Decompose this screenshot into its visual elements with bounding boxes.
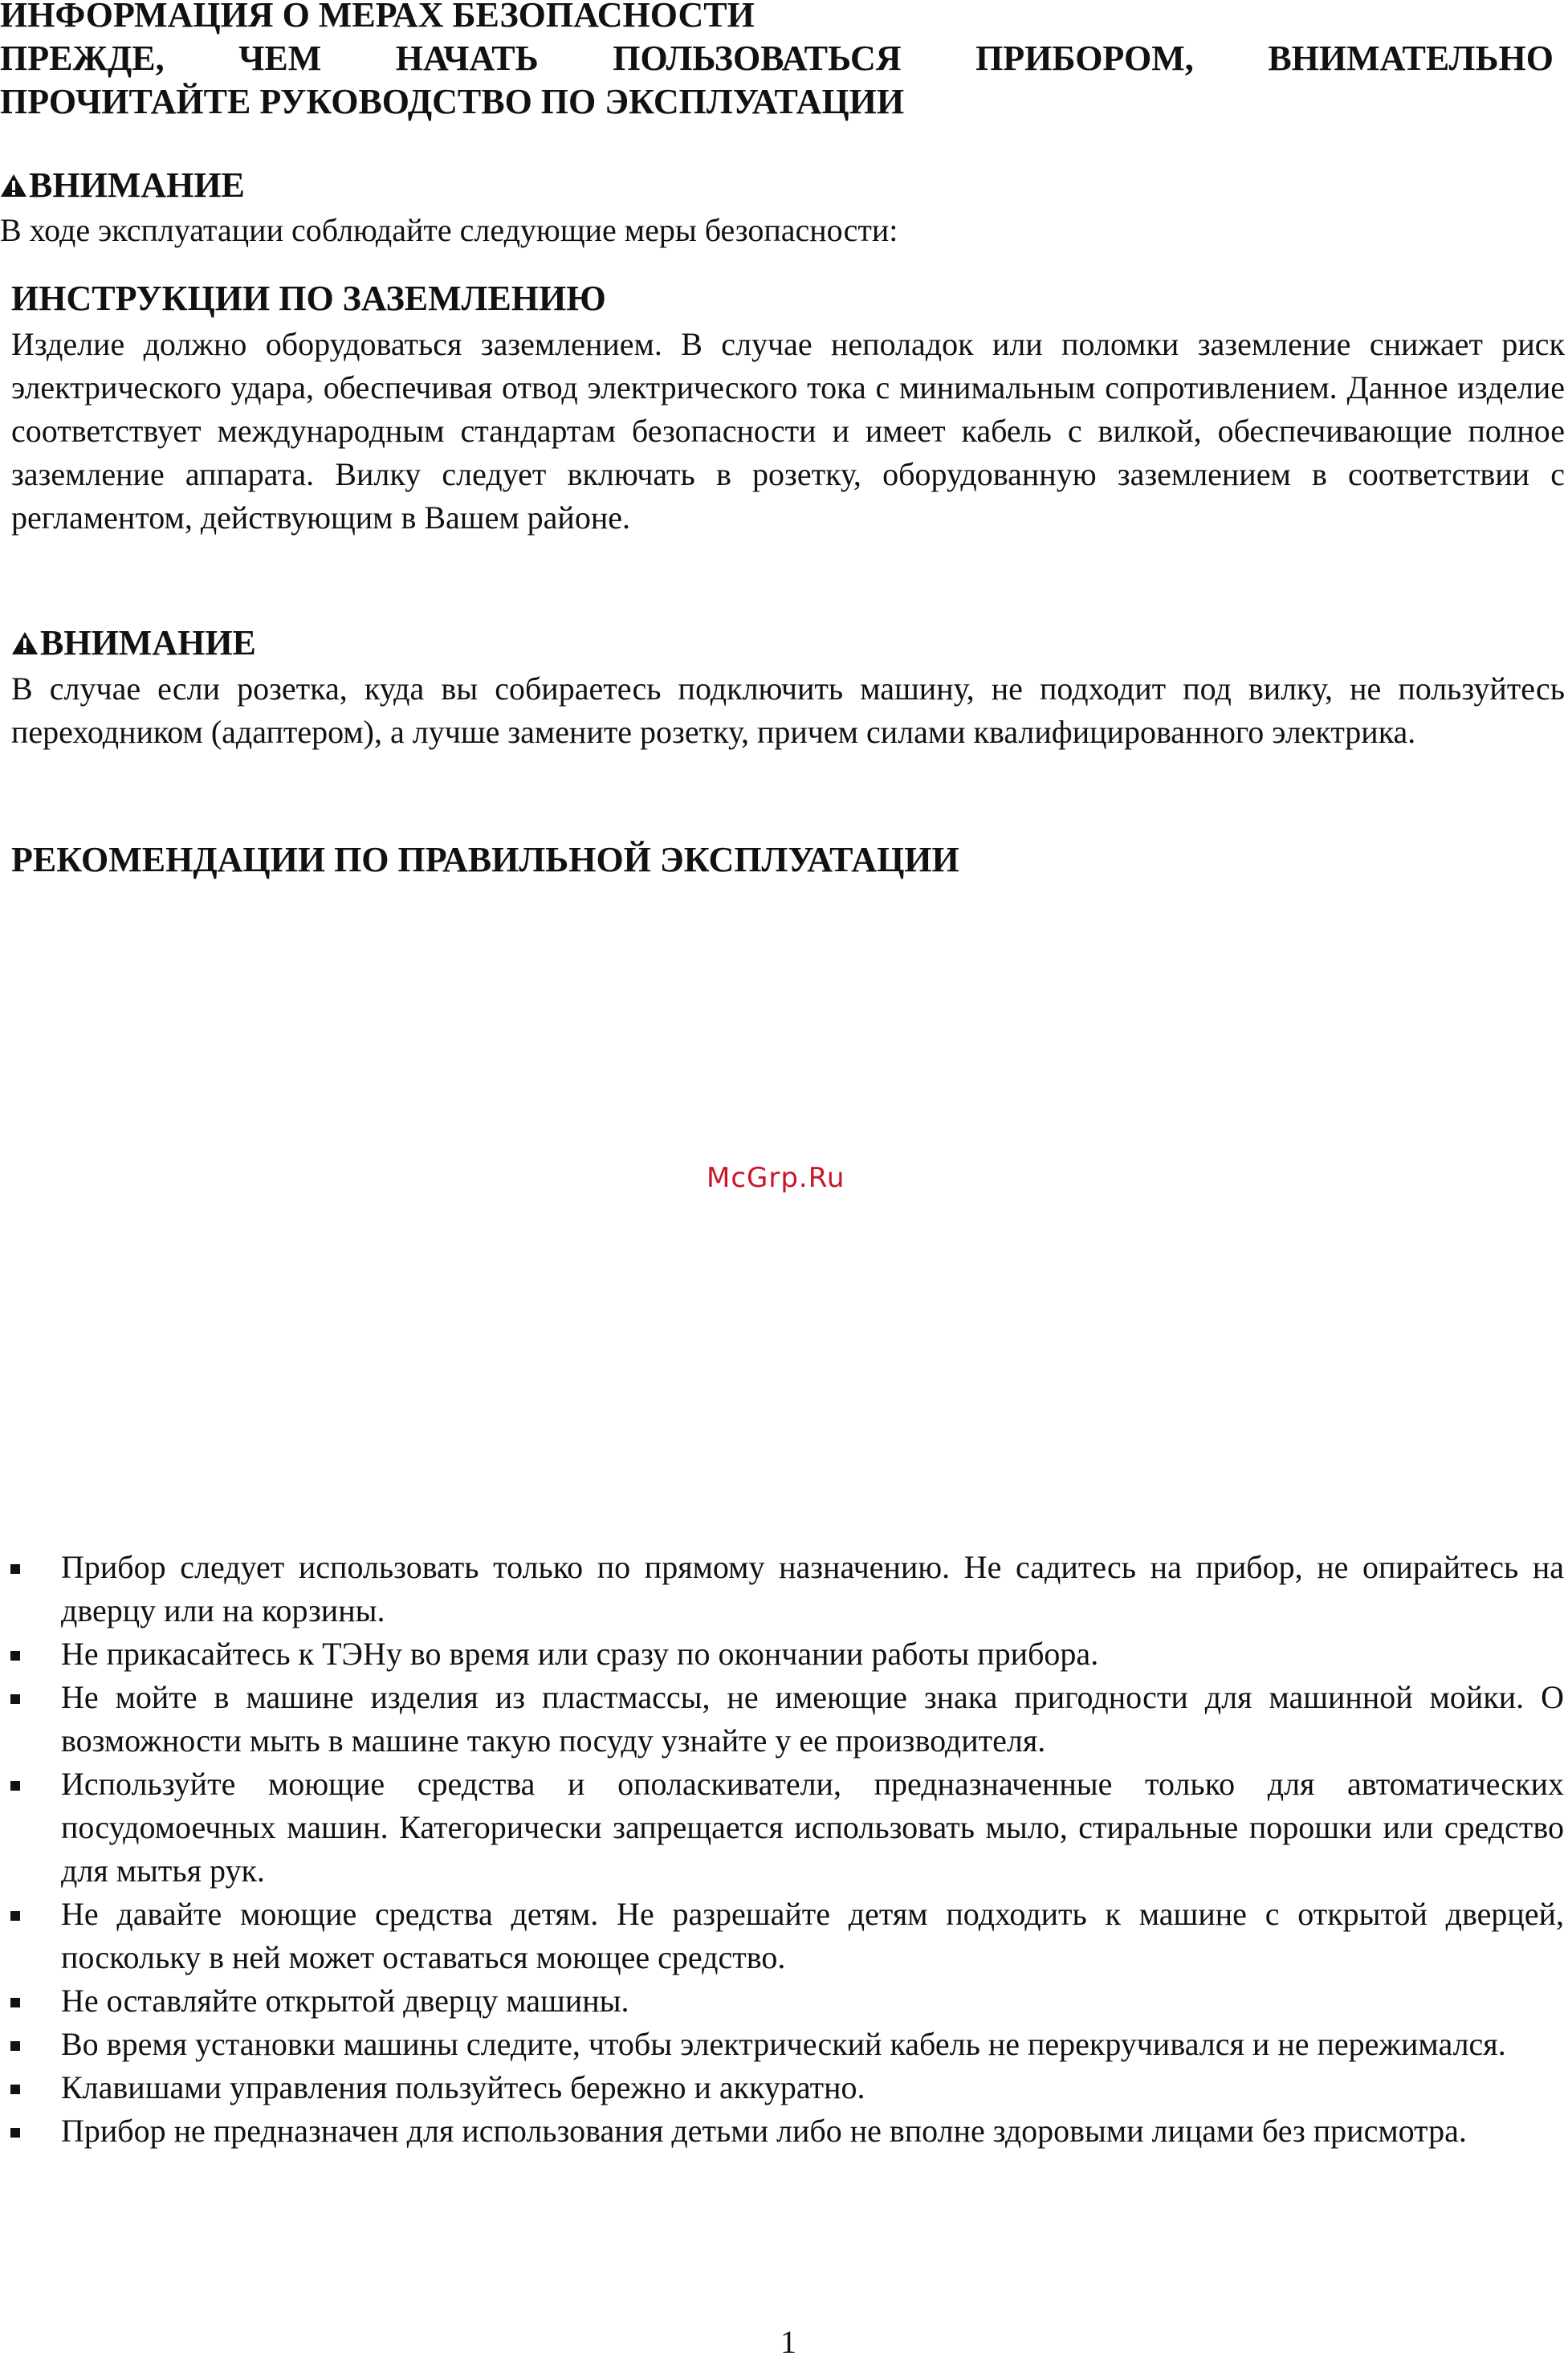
bullet-square-icon	[10, 2085, 20, 2094]
list-item: Прибор не предназначен для использования детьми либо не вполне здоровыми лицами без присмотра.	[0, 2109, 1564, 2153]
warning-title-2: ВНИМАНИЕ	[40, 623, 256, 662]
watermark: McGrp.Ru	[707, 1162, 845, 1194]
grounding-text: Изделие должно оборудоваться заземлением. В случае неполадок или поломки заземление снижает риск электрического удара, обеспечивая отвод электрического тока с минимальным сопротивлением. Данное изделие соответствует международным стандартам безопасности и имеет кабель с вилкой, обеспечивающие полное заземление аппарата. Вилку следует включать в розетку, оборудованную заземлением в соответствии с регламентом, действующим в Вашем районе.	[11, 326, 1565, 536]
list-item: Не прикасайтесь к ТЭНу во время или сразу по окончании работы прибора.	[0, 1632, 1564, 1676]
list-item: Не оставляйте открытой дверцу машины.	[0, 1979, 1564, 2023]
bullet-square-icon	[10, 2128, 20, 2138]
bullet-square-icon	[10, 1564, 20, 1574]
warning-triangle-icon	[0, 173, 27, 198]
header-line-1: ИНФОРМАЦИЯ О МЕРАХ БЕЗОПАСНОСТИ	[0, 0, 755, 35]
list-item: Во время установки машины следите, чтобы электрический кабель не перекручивался и не пережимался.	[0, 2023, 1564, 2066]
warning-text-1: В ходе эксплуатации соблюдайте следующие меры безопасности:	[0, 212, 898, 248]
bullet-square-icon	[10, 1694, 20, 1704]
warning-heading-2	[11, 622, 256, 665]
list-item: Прибор следует использовать только по прямому назначению. Не садитесь на прибор, не опирайтесь на дверцу или на корзины.	[0, 1546, 1564, 1632]
header-line-3: ПРОЧИТАЙТЕ РУКОВОДСТВО ПО ЭКСПЛУАТАЦИИ	[0, 82, 905, 121]
recommendations-list	[0, 1546, 1564, 2153]
grounding-heading: ИНСТРУКЦИИ ПО ЗАЗЕМЛЕНИЮ	[11, 279, 606, 318]
list-item: Клавишами управления пользуйтесь бережно и аккуратно.	[0, 2066, 1564, 2109]
warning-text-2: В случае если розетка, куда вы собираетесь подключить машину, не подходит под вилку, не пользуйтесь переходником (адаптером), а лучше замените розетку, причем силами квалифицированного электрика.	[11, 670, 1565, 750]
warning-heading-1	[0, 164, 245, 207]
bullet-square-icon	[10, 2041, 20, 2051]
page-number: 1	[780, 2324, 796, 2360]
list-item: Не мойте в машине изделия из пластмассы, не имеющие знака пригодности для машинной мойки. О возможности мыть в машине такую посуду узнайте у ее производителя.	[0, 1676, 1564, 1763]
list-item: Не давайте моющие средства детям. Не разрешайте детям подходить к машине с открытой дверцей, поскольку в ней может оставаться моющее средство.	[0, 1893, 1564, 1979]
bullet-square-icon	[10, 1651, 20, 1661]
recommendations-heading: РЕКОМЕНДАЦИИ ПО ПРАВИЛЬНОЙ ЭКСПЛУАТАЦИИ	[11, 840, 959, 879]
page-header	[0, 0, 1568, 124]
bullet-square-icon	[10, 1911, 20, 1921]
bullet-square-icon	[10, 1781, 20, 1791]
warning-title-1: ВНИМАНИЕ	[29, 165, 245, 205]
header-line-2: ПРЕЖДЕ, ЧЕМ НАЧАТЬ ПОЛЬЗОВАТЬСЯ ПРИБОРОМ, ВНИМАТЕЛЬНО	[0, 39, 1554, 78]
list-item: Используйте моющие средства и ополаскиватели, предназначенные только для автоматических посудомоечных машин. Категорически запрещается использовать мыло, стиральные порошки или средство для мытья рук.	[0, 1763, 1564, 1893]
warning-triangle-icon	[11, 631, 39, 655]
bullet-square-icon	[10, 1998, 20, 2007]
